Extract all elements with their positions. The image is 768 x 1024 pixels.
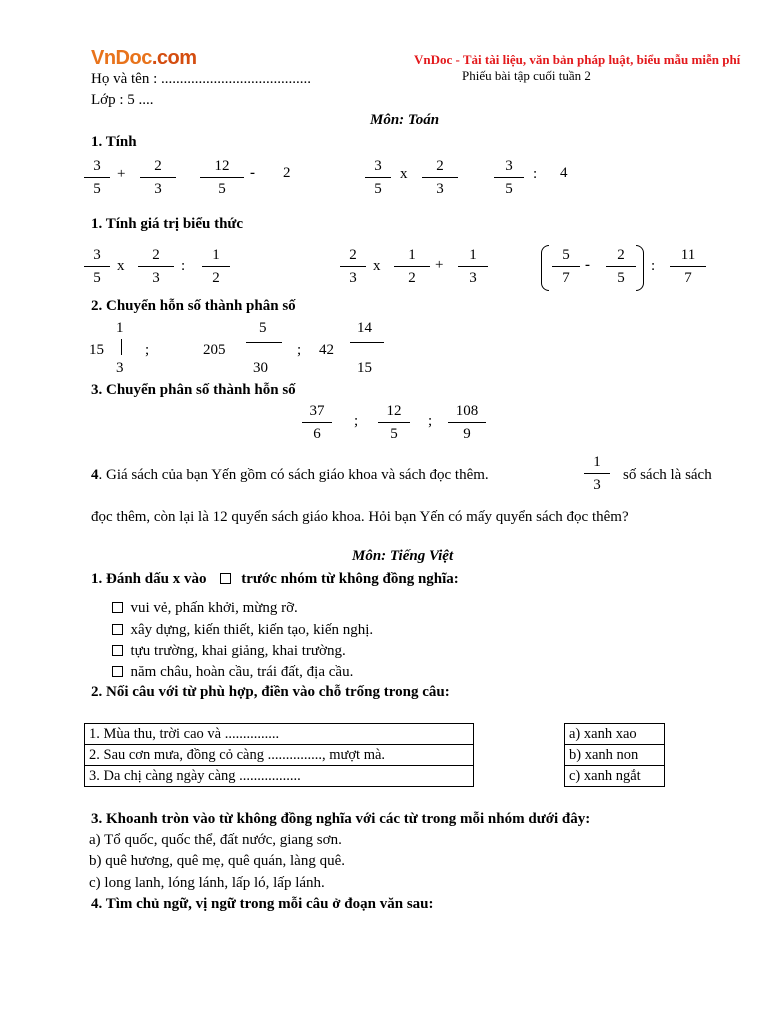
- mixed-denominator: 3: [116, 360, 124, 376]
- separator: ;: [297, 342, 302, 358]
- fraction: $\frac{1}{3}$: [458, 248, 488, 286]
- mixed-numerator: 14: [357, 320, 372, 336]
- table-row: [565, 745, 665, 766]
- mixed-numerator: 5: [259, 320, 267, 336]
- fraction: $\frac{2}{3}$: [422, 159, 458, 197]
- fraction: $\frac{12}{5}$: [200, 159, 244, 197]
- operator: +: [117, 166, 126, 182]
- word-group: b) quê hương, quê mẹ, quê quán, làng quê.: [89, 853, 345, 869]
- fraction: $\frac{11}{7}$: [670, 248, 706, 286]
- word-group: c) long lanh, lóng lánh, lấp ló, lấp lánh.: [89, 875, 325, 891]
- fraction: $\frac{2}{3}$: [340, 248, 366, 286]
- operator: x: [400, 166, 408, 182]
- word-group: a) Tổ quốc, quốc thể, đất nước, giang sơn.: [89, 832, 342, 848]
- mixed-whole: 205: [203, 342, 226, 358]
- separator: ;: [145, 342, 150, 358]
- right-parenthesis: [636, 245, 644, 291]
- sentence-cell: 1. Mùa thu, trời cao và ...............: [85, 724, 474, 745]
- left-parenthesis: [541, 245, 549, 291]
- fraction: $\frac{5}{7}$: [552, 248, 580, 286]
- vndoc-logo[interactable]: VnDoc.com: [91, 47, 197, 69]
- fraction: $\frac{1}{2}$: [394, 248, 430, 286]
- checkbox[interactable]: [112, 666, 123, 677]
- student-name-line: Họ và tên : ........................................: [91, 71, 311, 87]
- checkbox[interactable]: [112, 624, 123, 635]
- math-q1-title: 1. Tính: [91, 134, 137, 150]
- option-item: tựu trường, khai giảng, khai trường.: [112, 644, 346, 659]
- operator: :: [533, 166, 538, 182]
- word-table: [564, 723, 665, 787]
- checkbox[interactable]: [112, 645, 123, 656]
- mixed-denominator: 30: [253, 360, 268, 376]
- word-problem-line1-end: số sách là sách: [623, 467, 712, 483]
- table-row: [565, 724, 665, 745]
- math-q3-title: 2. Chuyển hỗn số thành phân số: [91, 298, 296, 314]
- sentence-table: [84, 723, 474, 787]
- mixed-denominator: 15: [357, 360, 372, 376]
- operator: -: [250, 165, 255, 181]
- word-cell: b) xanh non: [565, 745, 665, 766]
- mixed-whole: 15: [89, 342, 104, 358]
- operator: -: [585, 257, 590, 273]
- math-q4-title: 3. Chuyển phân số thành hỗn số: [91, 382, 296, 398]
- option-item: xây dựng, kiến thiết, kiến tạo, kiến nghị.: [112, 623, 373, 638]
- word-problem-line2: đọc thêm, còn lại là 12 quyển sách giáo khoa. Hỏi bạn Yến có mấy quyển sách đọc thêm?: [91, 509, 629, 525]
- brand-tagline[interactable]: VnDoc - Tải tài liệu, văn bản pháp luật, biểu mẫu miễn phí: [414, 52, 741, 67]
- math-q2-title: 1. Tính giá trị biểu thức: [91, 216, 244, 232]
- number: 2: [283, 165, 291, 181]
- table-row: [85, 766, 474, 787]
- fraction: $\frac{1}{3}$: [584, 455, 610, 493]
- checkbox-icon: [220, 573, 231, 584]
- viet-q4-title: 4. Tìm chủ ngữ, vị ngữ trong mỗi câu ở đoạn văn sau:: [91, 896, 434, 912]
- table-row: [565, 766, 665, 787]
- operator: :: [181, 258, 186, 274]
- table-row: [85, 745, 474, 766]
- fraction: $\frac{2}{3}$: [138, 248, 174, 286]
- mixed-whole: 42: [319, 342, 334, 358]
- fraction-bar: [121, 339, 122, 355]
- fraction: $\frac{37}{6}$: [302, 404, 332, 442]
- word-problem-line1: 4. Giá sách của bạn Yến gồm có sách giáo khoa và sách đọc thêm.: [91, 467, 489, 483]
- viet-q3-title: 3. Khoanh tròn vào từ không đồng nghĩa với các từ trong mỗi nhóm dưới đây:: [91, 811, 591, 827]
- operator: x: [117, 258, 125, 274]
- fraction: $\frac{2}{3}$: [140, 159, 176, 197]
- option-item: vui vẻ, phấn khởi, mừng rỡ.: [112, 601, 298, 616]
- fraction: $\frac{3}{5}$: [494, 159, 524, 197]
- math-subject-title: Môn: Toán: [370, 112, 440, 128]
- operator: x: [373, 258, 381, 274]
- word-cell: c) xanh ngắt: [565, 766, 665, 787]
- viet-q1-title: 1. Đánh dấu x vào trước nhóm từ không đồng nghĩa:: [91, 571, 459, 587]
- fraction: $\frac{12}{5}$: [378, 404, 410, 442]
- table-row: [85, 724, 474, 745]
- operator: :: [651, 258, 656, 274]
- fraction: $\frac{3}{5}$: [84, 248, 110, 286]
- word-cell: a) xanh xao: [565, 724, 665, 745]
- fraction-bar: [246, 342, 282, 343]
- fraction: $\frac{2}{5}$: [606, 248, 636, 286]
- separator: ;: [354, 413, 359, 429]
- viet-q2-title: 2. Nối câu với từ phù hợp, điền vào chỗ trống trong câu:: [91, 684, 450, 700]
- viet-subject-title: Môn: Tiếng Việt: [352, 548, 454, 564]
- separator: ;: [428, 413, 433, 429]
- mixed-numerator: 1: [116, 320, 124, 336]
- fraction: $\frac{3}{5}$: [84, 159, 110, 197]
- fraction: $\frac{3}{5}$: [365, 159, 391, 197]
- operator: +: [435, 257, 444, 273]
- fraction-bar: [350, 342, 384, 343]
- number: 4: [560, 165, 568, 181]
- option-item: năm châu, hoàn cầu, trái đất, địa cầu.: [112, 665, 353, 680]
- checkbox[interactable]: [112, 602, 123, 613]
- worksheet-subtitle: Phiếu bài tập cuối tuần 2: [462, 68, 591, 83]
- sentence-cell: 3. Da chị càng ngày càng .................: [85, 766, 474, 787]
- fraction: $\frac{108}{9}$: [448, 404, 486, 442]
- fraction: $\frac{1}{2}$: [202, 248, 230, 286]
- sentence-cell: 2. Sau cơn mưa, đồng cỏ càng ..............., mượt mà.: [85, 745, 474, 766]
- class-line: Lớp : 5 ....: [91, 92, 154, 108]
